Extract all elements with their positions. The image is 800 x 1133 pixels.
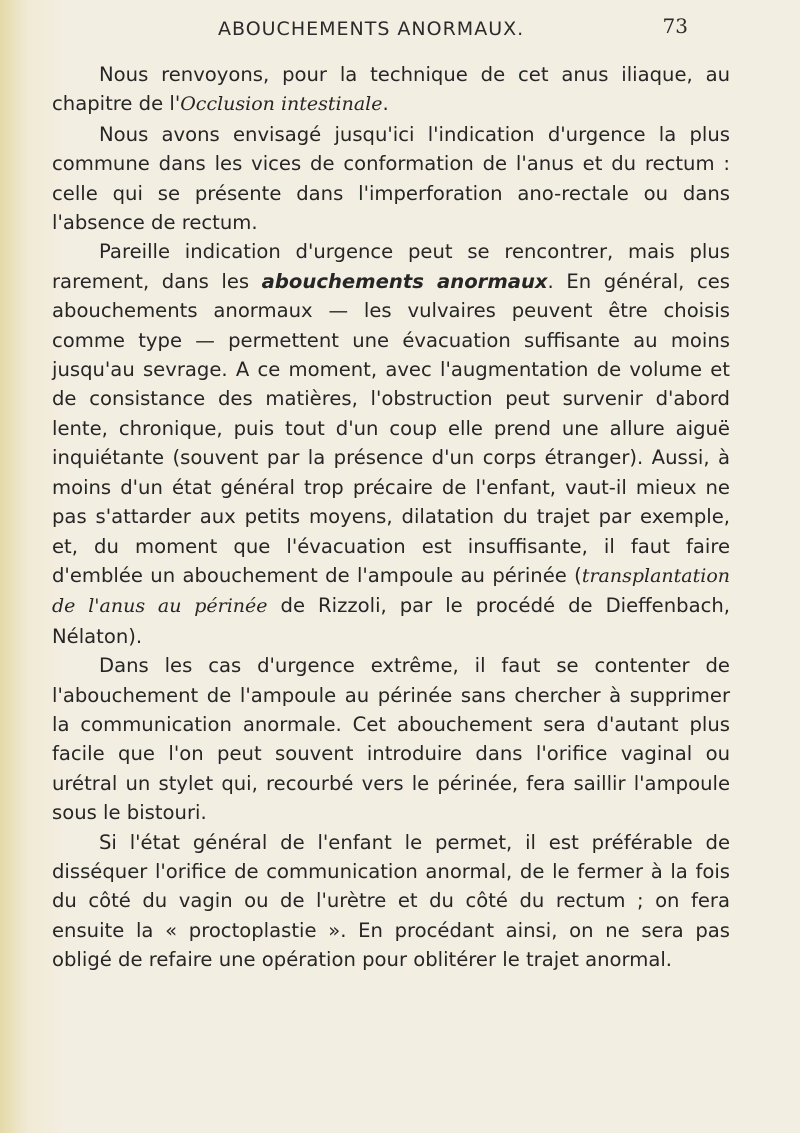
paragraph-3-italic: transplantation de l'anus au périnée [52, 564, 730, 618]
paragraph-3-end: de Rizzoli, par le procédé de Dieffenbach, Nélaton). [52, 594, 730, 648]
paragraph-3-middle: . En général, ces abouchements anormaux — les vulvaires peuvent être choisis comme type — permettent une évacuation suffisante au moins jusqu'au sevrage. A ce moment, avec l'augmentation de volume et de consistance des matières, l'obstruction peut survenir d'abord lente, chronique, puis tout d'un coup elle prend une allure aiguë inquiétante (souvent par la présence d'un corps étranger). Aussi, à moins d'un état général trop précaire de l'enfant, vaut-il mieux ne pas s'attarder aux petits moyens, dilatation du trajet par exemple, et, du moment que l'évacuation est insuffisante, il faut faire d'emblée un abouchement de l'ampoule au périnée ( [52, 269, 730, 587]
paragraph-3-bold: abouchements anormaux [261, 269, 548, 293]
paragraph-3-text: Pareille indication d'urgence peut se rencontrer, mais plus rarement, dans les [52, 240, 730, 293]
paragraph-1-italic: Occlusion intestinale [180, 93, 383, 116]
paragraph-2: Nous avons envisagé jusqu'ici l'indication d'urgence la plus commune dans les vices de conformation de l'anus et du rectum : celle qui se présente dans l'imperforation ano-rectale ou dans l'absence de rectum. [52, 122, 730, 235]
paragraph-4: Dans les cas d'urgence extrême, il faut se contenter de l'abouchement de l'ampoule au périnée sans chercher à supprimer la communication anormale. Cet abouchement sera d'autant plus facile que l'on peut souvent introduire dans l'orifice vaginal ou urétral un stylet qui, recourbé vers le périnée, fera saillir l'ampoule sous le bistouri. [52, 654, 730, 825]
body-text [52, 60, 730, 975]
paragraph-3 [52, 237, 730, 651]
paragraph-5: Si l'état général de l'enfant le permet, il est préférable de disséquer l'orifice de communication anormal, de le fermer à la fois du côté du vagin ou de l'urètre et du côté du rectum ; on fera ensuite la « proctoplastie ». En procédant ainsi, on ne sera pas obligé de refaire une opération pour oblitérer le trajet anormal. [52, 830, 730, 972]
paragraph-1 [52, 60, 730, 120]
running-title: ABOUCHEMENTS ANORMAUX. [218, 18, 525, 40]
paragraph-1-end: . [382, 92, 389, 116]
paragraph-1-text: Nous renvoyons, pour la technique de cet anus iliaque, au chapitre de l' [52, 63, 730, 116]
page-header [218, 14, 688, 50]
page-number: 73 [662, 14, 688, 38]
